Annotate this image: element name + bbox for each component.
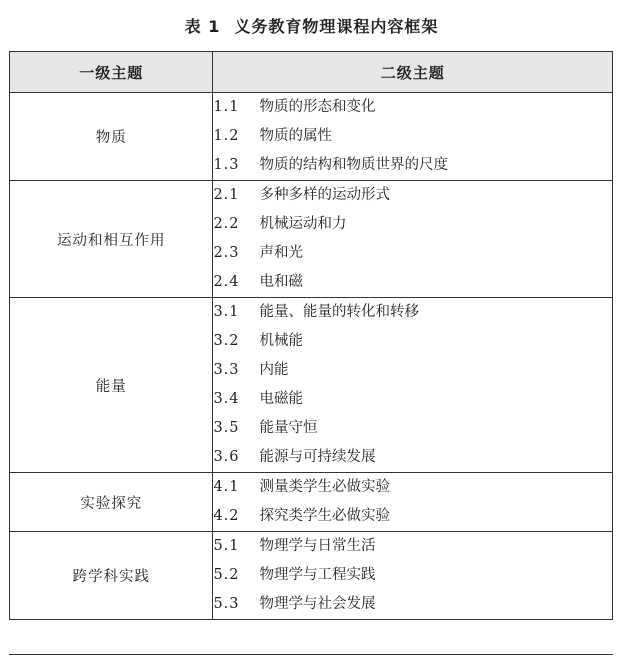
primary-topic: 实验探究 bbox=[10, 473, 213, 532]
list-item bbox=[213, 151, 612, 180]
item-text: 机械能 bbox=[259, 333, 303, 349]
item-text: 物质的结构和物质世界的尺度 bbox=[259, 157, 448, 173]
item-number: 3.4 bbox=[213, 391, 240, 407]
item-number: 4.1 bbox=[213, 479, 240, 495]
list-item bbox=[213, 298, 612, 327]
header-row bbox=[10, 52, 613, 93]
list-item bbox=[213, 356, 612, 385]
item-number: 1.2 bbox=[213, 128, 240, 144]
item-number: 5.3 bbox=[213, 596, 240, 612]
secondary-topic-list bbox=[213, 93, 613, 181]
item-text: 声和光 bbox=[259, 245, 303, 261]
item-number: 5.1 bbox=[213, 538, 240, 554]
item-number: 2.3 bbox=[213, 245, 240, 261]
list-item bbox=[213, 181, 612, 210]
list-item bbox=[213, 590, 612, 619]
item-text: 物理学与社会发展 bbox=[259, 596, 376, 612]
list-item bbox=[213, 443, 612, 472]
bottom-divider bbox=[9, 654, 613, 655]
caption-title: 义务教育物理课程内容框架 bbox=[234, 17, 439, 36]
item-text: 物理学与工程实践 bbox=[259, 567, 376, 583]
course-content-table bbox=[9, 51, 613, 620]
table-row bbox=[10, 298, 613, 473]
item-number: 2.1 bbox=[213, 187, 240, 203]
item-number: 3.1 bbox=[213, 304, 240, 320]
primary-topic: 能量 bbox=[10, 298, 213, 473]
item-number: 5.2 bbox=[213, 567, 240, 583]
item-text: 电磁能 bbox=[259, 391, 303, 407]
secondary-topic-list bbox=[213, 473, 613, 532]
list-item bbox=[213, 502, 612, 531]
table-row bbox=[10, 93, 613, 181]
item-number: 3.3 bbox=[213, 362, 240, 378]
list-item bbox=[213, 210, 612, 239]
item-text: 物质的属性 bbox=[259, 128, 332, 144]
secondary-topic-list bbox=[213, 532, 613, 620]
item-text: 能源与可持续发展 bbox=[259, 449, 376, 465]
header-primary-topic: 一级主题 bbox=[10, 52, 213, 93]
list-item bbox=[213, 385, 612, 414]
list-item bbox=[213, 561, 612, 590]
item-text: 多种多样的运动形式 bbox=[259, 187, 390, 203]
item-text: 内能 bbox=[259, 362, 289, 378]
table-row bbox=[10, 532, 613, 620]
item-number: 2.2 bbox=[213, 216, 240, 232]
table-row bbox=[10, 473, 613, 532]
list-item bbox=[213, 327, 612, 356]
item-text: 电和磁 bbox=[259, 274, 303, 290]
primary-topic: 物质 bbox=[10, 93, 213, 181]
item-text: 能量守恒 bbox=[259, 420, 318, 436]
table-row bbox=[10, 181, 613, 298]
list-item bbox=[213, 239, 612, 268]
list-item bbox=[213, 532, 612, 561]
list-item bbox=[213, 93, 612, 122]
item-number: 3.6 bbox=[213, 449, 240, 465]
list-item bbox=[213, 473, 612, 502]
item-text: 能量、能量的转化和转移 bbox=[259, 304, 419, 320]
secondary-topic-list bbox=[213, 298, 613, 473]
item-text: 测量类学生必做实验 bbox=[259, 479, 390, 495]
header-secondary-topic: 二级主题 bbox=[213, 52, 613, 93]
item-number: 1.3 bbox=[213, 157, 240, 173]
item-number: 3.5 bbox=[213, 420, 240, 436]
item-number: 2.4 bbox=[213, 274, 240, 290]
caption-number: 表 1 bbox=[184, 17, 221, 36]
item-text: 机械运动和力 bbox=[259, 216, 347, 232]
primary-topic: 跨学科实践 bbox=[10, 532, 213, 620]
item-number: 1.1 bbox=[213, 99, 240, 115]
item-number: 3.2 bbox=[213, 333, 240, 349]
item-text: 物质的形态和变化 bbox=[259, 99, 376, 115]
list-item bbox=[213, 414, 612, 443]
primary-topic: 运动和相互作用 bbox=[10, 181, 213, 298]
table-caption bbox=[0, 14, 623, 37]
item-number: 4.2 bbox=[213, 508, 240, 524]
list-item bbox=[213, 122, 612, 151]
list-item bbox=[213, 268, 612, 297]
item-text: 探究类学生必做实验 bbox=[259, 508, 390, 524]
secondary-topic-list bbox=[213, 181, 613, 298]
item-text: 物理学与日常生活 bbox=[259, 538, 376, 554]
